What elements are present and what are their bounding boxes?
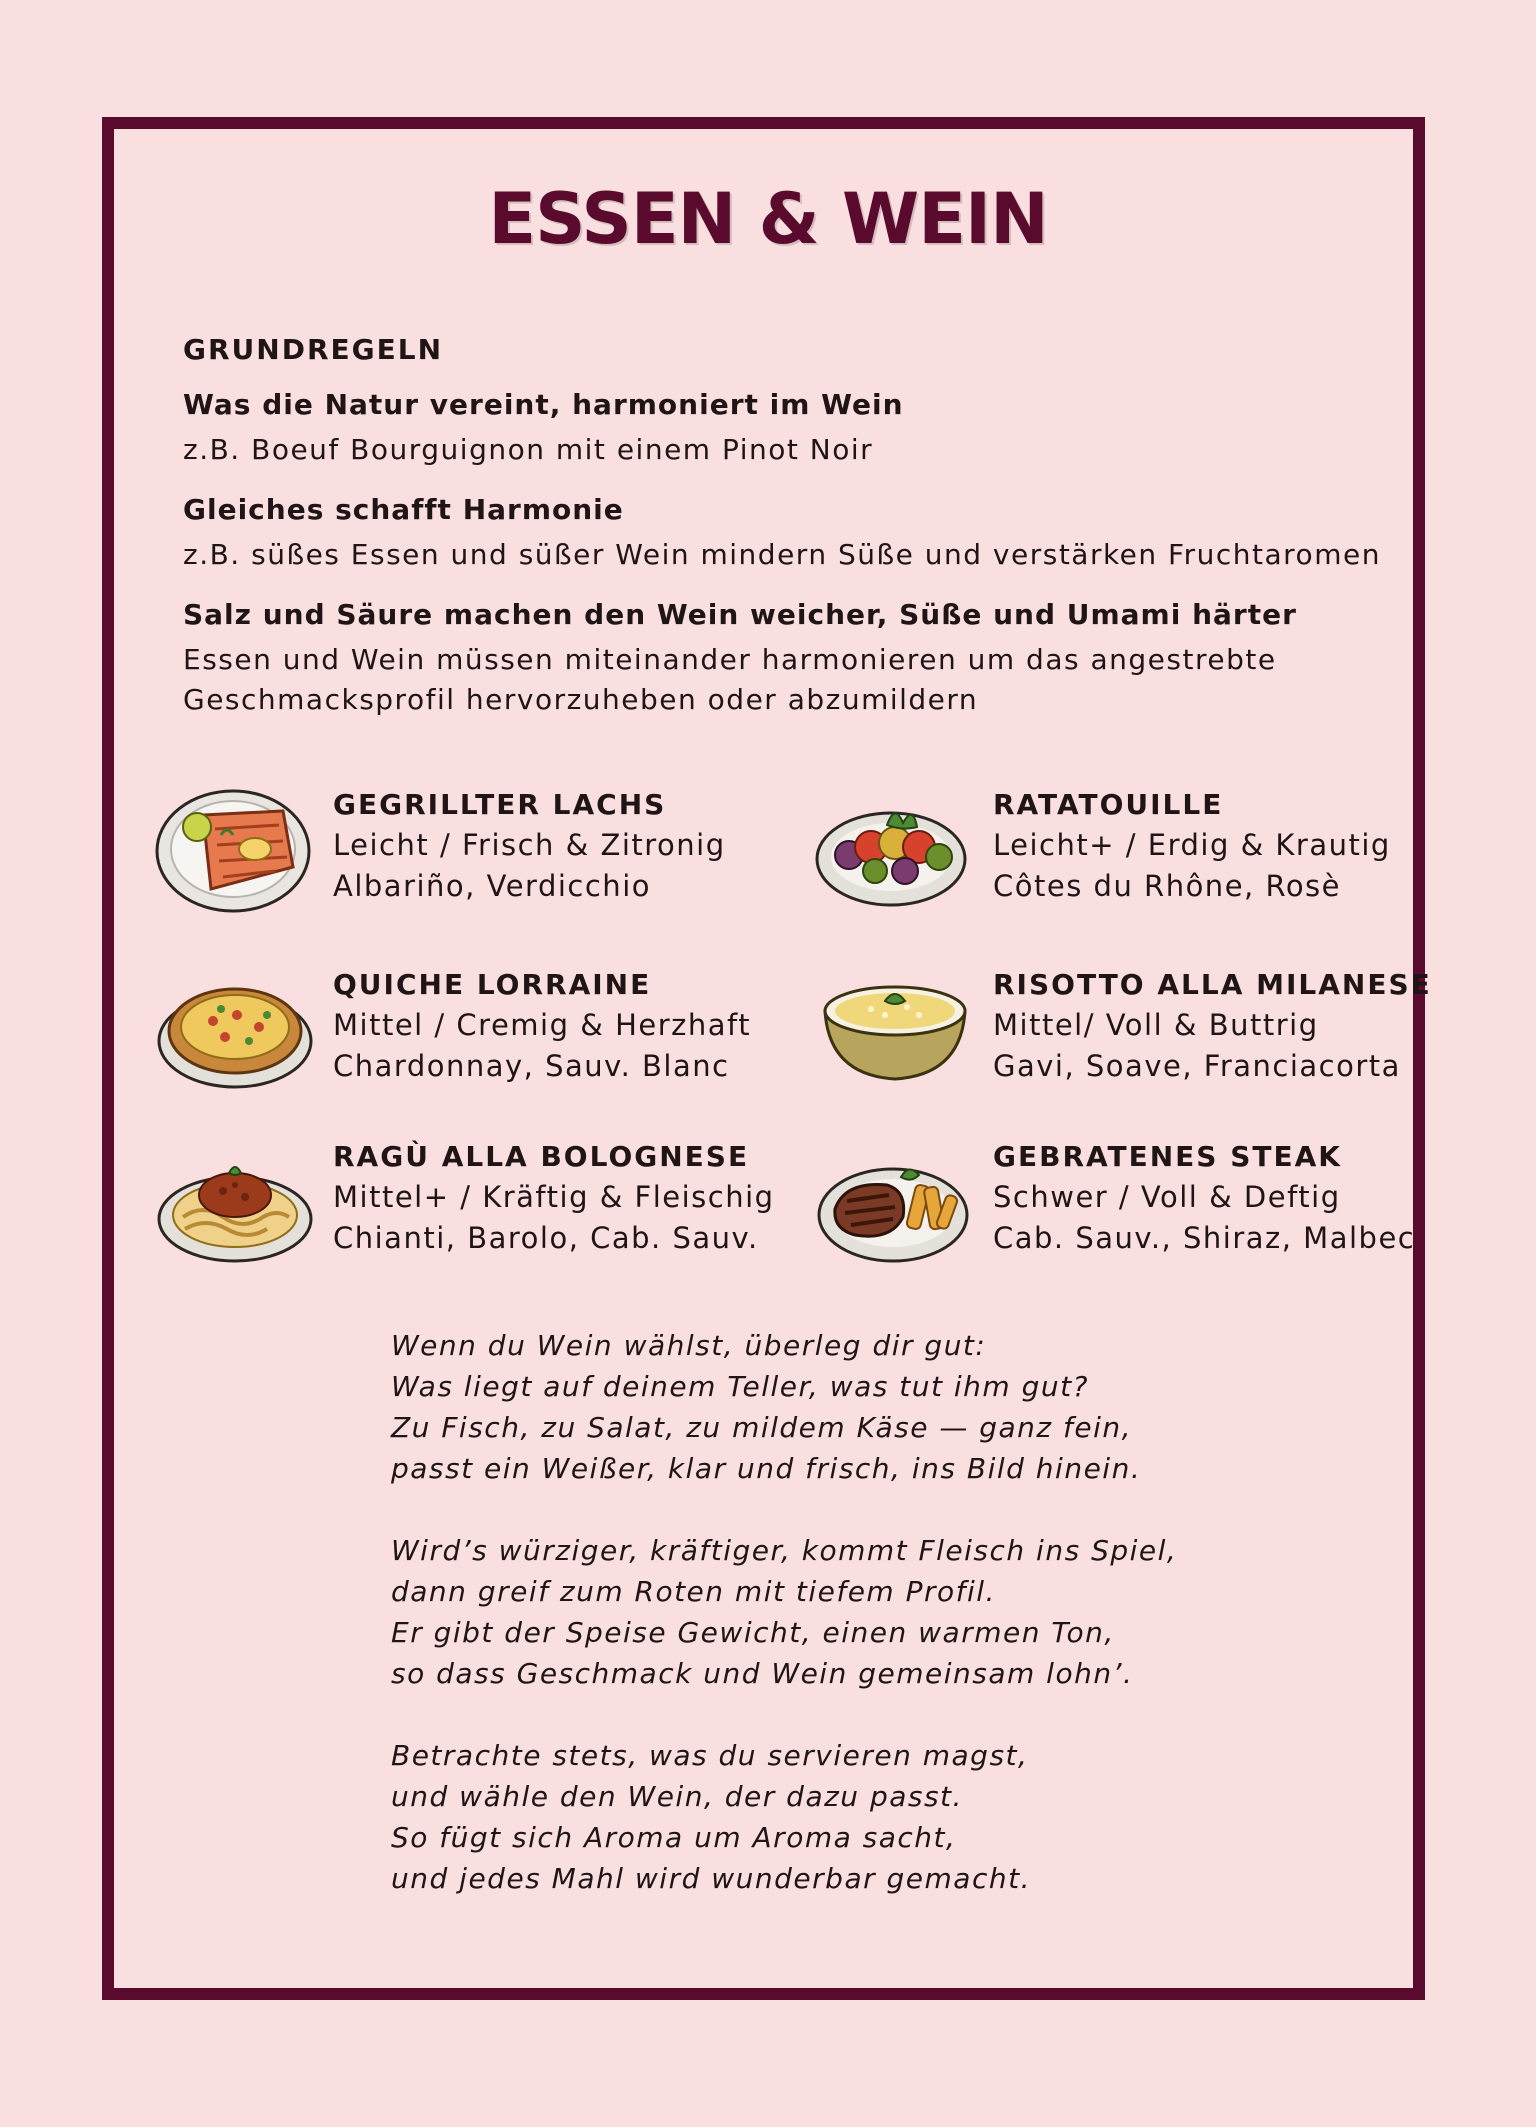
poem-stanza-1 <box>391 1325 1291 1489</box>
dish-steak <box>815 1137 1416 1287</box>
dish-wines: Gavi, Soave, Franciacorta <box>993 1049 1401 1083</box>
dish-style: Leicht+ / Erdig & Krautig <box>993 828 1391 862</box>
dish-risotto <box>815 965 1432 1115</box>
dish-name: RISOTTO ALLA MILANESE <box>993 968 1432 1001</box>
dish-info <box>993 965 1536 1087</box>
poem-line: Was liegt auf deinem Teller, was tut ihm gut? <box>391 1370 1089 1403</box>
poem-line: dann greif zum Roten mit tiefem Profil. <box>391 1575 996 1608</box>
poem-stanza-3 <box>391 1735 1291 1899</box>
poem-line: So fügt sich Aroma um Aroma sacht, <box>391 1821 957 1854</box>
dish-name: QUICHE LORRAINE <box>333 968 652 1001</box>
dish-style: Leicht / Frisch & Zitronig <box>333 828 726 862</box>
poem-line: Betrachte stets, was du servieren magst, <box>391 1739 1029 1772</box>
poem-line: Er gibt der Speise Gewicht, einen warmen Ton, <box>391 1616 1115 1649</box>
dish-ratatouille <box>815 785 1391 935</box>
dish-wines: Albariño, Verdicchio <box>333 869 651 903</box>
rule-1 <box>183 386 1383 470</box>
rule-3 <box>183 596 1383 720</box>
rule-title: Salz und Säure machen den Wein weicher, Süße und Umami härter <box>183 598 1297 631</box>
poem-line: und wähle den Wein, der dazu passt. <box>391 1780 963 1813</box>
page-title: ESSEN & WEIN <box>488 178 1048 260</box>
dish-info <box>993 1137 1536 1259</box>
pasta-plate-icon <box>155 1137 315 1267</box>
rule-2 <box>183 491 1383 575</box>
salmon-plate-icon <box>155 785 315 915</box>
dish-wines: Chianti, Barolo, Cab. Sauv. <box>333 1221 759 1255</box>
dish-name: RATATOUILLE <box>993 788 1224 821</box>
poem-line: Zu Fisch, zu Salat, zu mildem Käse — ganz fein, <box>391 1411 1133 1444</box>
dish-quiche-lorraine <box>155 965 752 1115</box>
dish-info <box>333 1137 893 1259</box>
poem-line: und jedes Mahl wird wunderbar gemacht. <box>391 1862 1031 1895</box>
rule-title: Was die Natur vereint, harmoniert im Wein <box>183 388 904 421</box>
rule-text-line-2: Geschmacksprofil hervorzuheben oder abzumildern <box>183 683 979 716</box>
dish-style: Schwer / Voll & Deftig <box>993 1180 1341 1214</box>
dish-grilled-salmon <box>155 785 726 935</box>
dish-info <box>333 785 893 907</box>
dish-ragu-bolognese <box>155 1137 775 1287</box>
dish-style: Mittel/ Voll & Buttrig <box>993 1008 1319 1042</box>
poem-stanza-2 <box>391 1530 1291 1694</box>
rule-text-line-1: Essen und Wein müssen miteinander harmonieren um das angestrebte <box>183 643 1277 676</box>
poem-line: Wird’s würziger, kräftiger, kommt Fleisch ins Spiel, <box>391 1534 1178 1567</box>
quiche-plate-icon <box>155 965 315 1095</box>
poem-line: Wenn du Wein wählst, überleg dir gut: <box>391 1329 987 1362</box>
dish-info <box>993 785 1536 907</box>
dish-wines: Cab. Sauv., Shiraz, Malbec <box>993 1221 1416 1255</box>
ratatouille-plate-icon <box>815 785 975 915</box>
dish-wines: Côtes du Rhône, Rosè <box>993 869 1342 903</box>
dish-name: GEBRATENES STEAK <box>993 1140 1342 1173</box>
dish-name: GEGRILLTER LACHS <box>333 788 667 821</box>
dish-style: Mittel / Cremig & Herzhaft <box>333 1008 752 1042</box>
dish-style: Mittel+ / Kräftig & Fleischig <box>333 1180 775 1214</box>
dish-wines: Chardonnay, Sauv. Blanc <box>333 1049 730 1083</box>
poem-line: so dass Geschmack und Wein gemeinsam lohn’. <box>391 1657 1134 1690</box>
poem-line: passt ein Weißer, klar und frisch, ins Bild hinein. <box>391 1452 1142 1485</box>
dish-name: RAGÙ ALLA BOLOGNESE <box>333 1140 750 1173</box>
rule-title: Gleiches schafft Harmonie <box>183 493 624 526</box>
rules-heading: GRUNDREGELN <box>183 333 444 366</box>
risotto-bowl-icon <box>815 965 975 1095</box>
rule-text: z.B. süßes Essen und süßer Wein mindern Süße und verstärken Fruchtaromen <box>183 538 1381 571</box>
dish-info <box>333 965 893 1087</box>
poem <box>391 1325 1291 1940</box>
steak-plate-icon <box>815 1137 975 1267</box>
rule-text: z.B. Boeuf Bourguignon mit einem Pinot Noir <box>183 433 874 466</box>
